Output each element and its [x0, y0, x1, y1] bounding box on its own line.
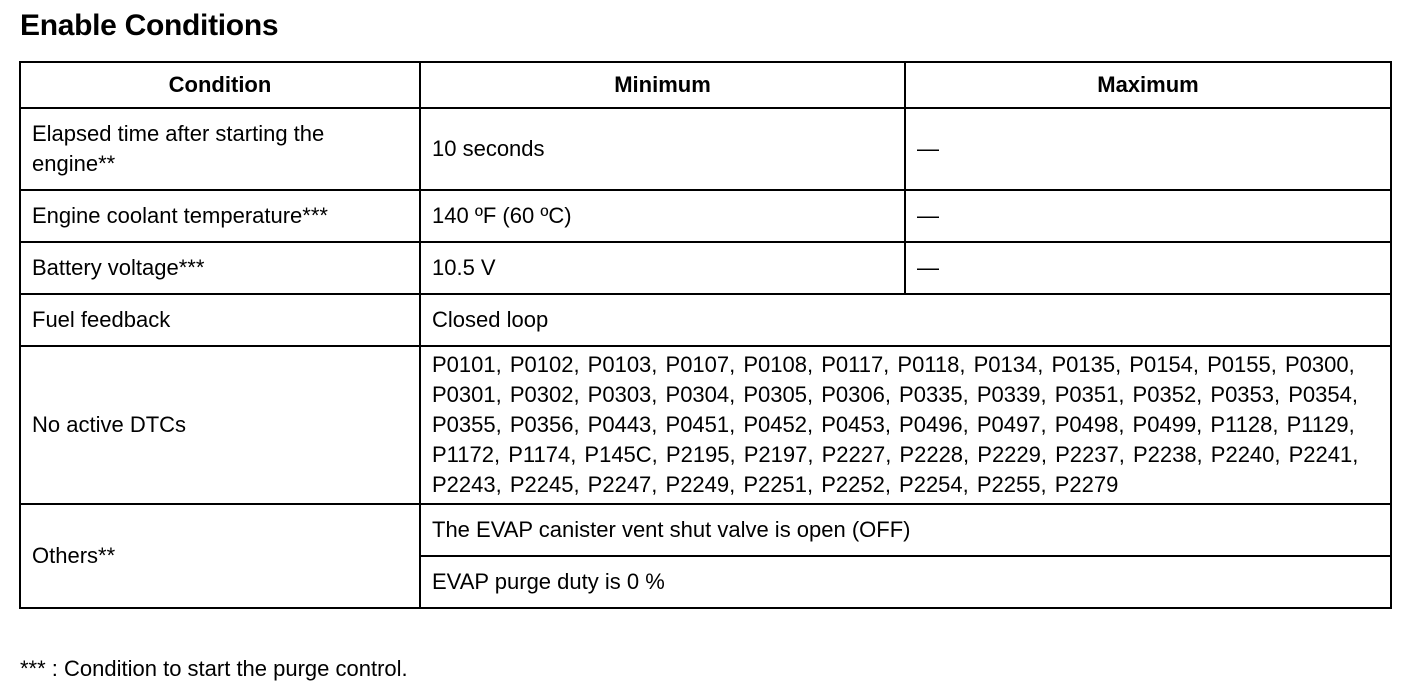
footnote: *** : Condition to start the purge control.: [20, 656, 408, 681]
value-cell: EVAP purge duty is 0 %: [420, 556, 1391, 608]
header-condition: Condition: [20, 62, 420, 108]
value-cell: Closed loop: [420, 294, 1391, 346]
maximum-cell: —: [905, 242, 1391, 294]
page-title: Enable Conditions: [20, 9, 279, 42]
minimum-cell: 10 seconds: [420, 108, 905, 190]
header-maximum: Maximum: [905, 62, 1391, 108]
table-row: [20, 294, 1391, 346]
table-row: [20, 190, 1391, 242]
condition-cell: Engine coolant temperature***: [20, 190, 420, 242]
header-minimum: Minimum: [420, 62, 905, 108]
table-row: [20, 242, 1391, 294]
table-row: [20, 108, 1391, 190]
table-row: [20, 504, 1391, 556]
maximum-cell: —: [905, 108, 1391, 190]
value-cell: The EVAP canister vent shut valve is open (OFF): [420, 504, 1391, 556]
condition-cell: No active DTCs: [20, 346, 420, 504]
condition-cell: Elapsed time after starting the engine**: [20, 108, 420, 190]
table-header-row: [20, 62, 1391, 108]
condition-cell: Fuel feedback: [20, 294, 420, 346]
table-row: [20, 346, 1391, 504]
condition-cell: Others**: [20, 504, 420, 608]
enable-conditions-table: [19, 61, 1392, 609]
dtc-list-cell: P0101, P0102, P0103, P0107, P0108, P0117, P0118, P0134, P0135, P0154, P0155, P0300, P0301, P0302, P0303, P0304, P0305, P0306, P0335, P0339, P0351, P0352, P0353, P0354, P0355, P0356, P0443, P0451, P0452, P0453, P0496, P0497, P0498, P0499, P1128, P1129, P1172, P1174, P145C, P2195, P2197, P2227, P2228, P2229, P2237, P2238, P2240, P2241, P2243, P2245, P2247, P2249, P2251, P2252, P2254, P2255, P2279: [420, 346, 1391, 504]
maximum-cell: —: [905, 190, 1391, 242]
minimum-cell: 10.5 V: [420, 242, 905, 294]
minimum-cell: 140 ºF (60 ºC): [420, 190, 905, 242]
condition-cell: Battery voltage***: [20, 242, 420, 294]
